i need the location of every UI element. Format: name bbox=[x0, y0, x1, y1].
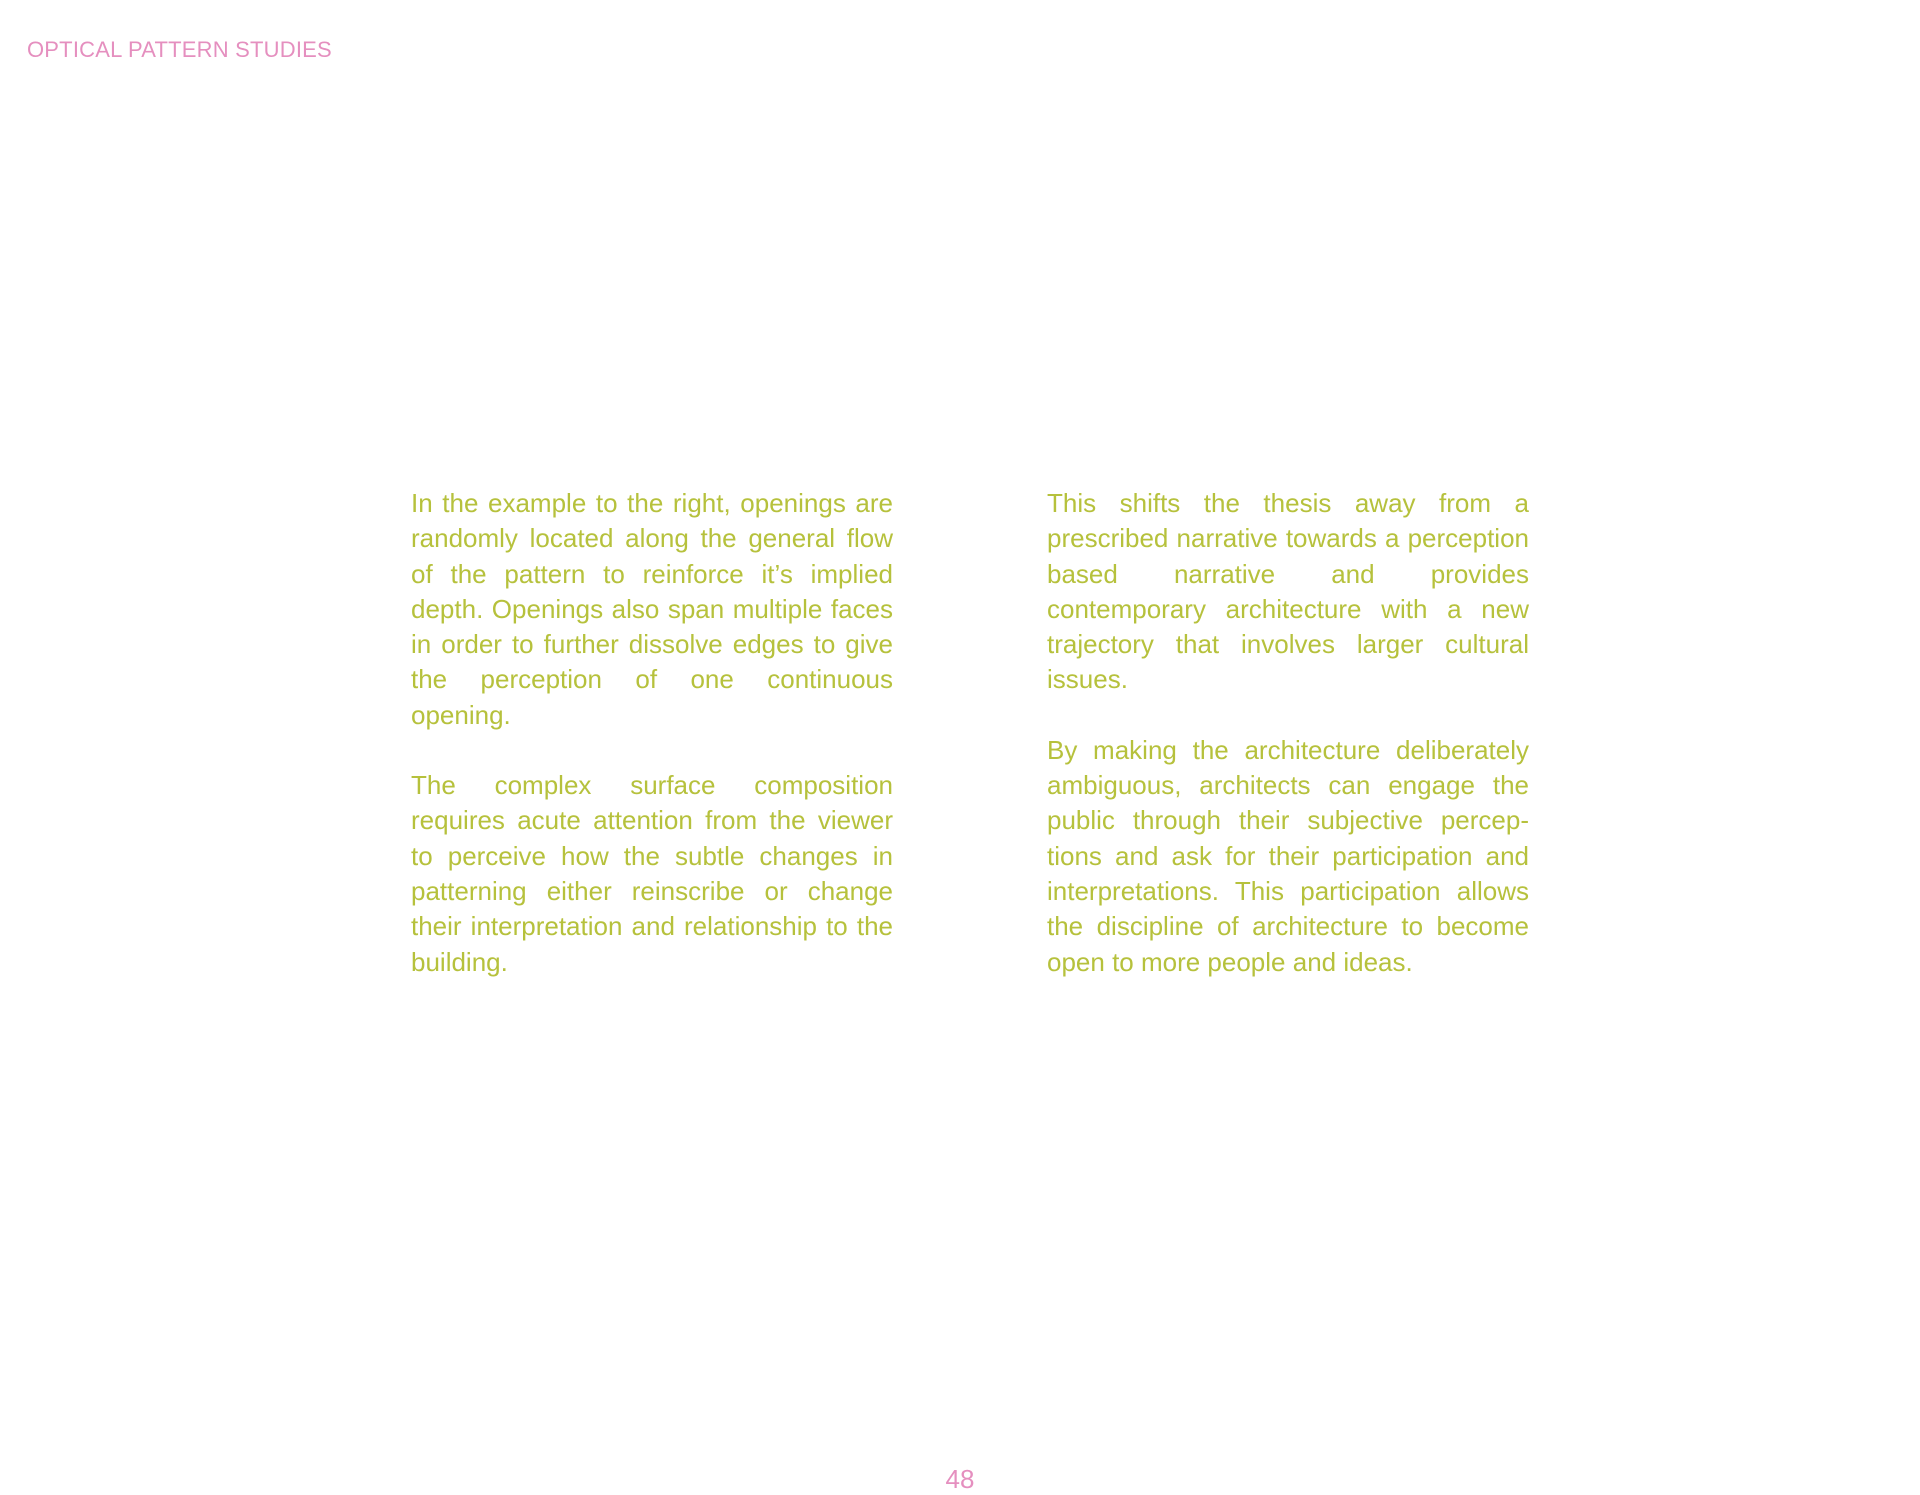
text-column-right bbox=[1047, 486, 1529, 980]
running-header-title: OPTICAL PATTERN STUDIES bbox=[27, 37, 332, 62]
text-column-left bbox=[411, 486, 893, 980]
page-number: 48 bbox=[945, 1464, 975, 1494]
paragraph-surface-composition: The complex surface composition requires acute attention from the viewer to perceive how the subtle changes in patterning either reinscribe or change their interpretation and relationship to the building. bbox=[411, 770, 893, 977]
paragraph-thesis-shift: This shifts the thesis away from a prescribed narrative towards a perception based narrative and provides contemporary architecture with a new trajectory that involves larger cultural issues. bbox=[1047, 488, 1529, 695]
paragraph-openings: In the example to the right, openings are randomly located along the general flow of the pattern to reinforce it’s implied depth. Openings also span multiple faces in order to further dissolve edges to give the perception of one continuous opening. bbox=[411, 488, 893, 730]
paragraph-ambiguity: By making the architecture deliberately ambiguous, architects can engage the public through their subjective perceptions and ask for their participation and interpretations. This participation allows the discipline of architecture to become open to more people and ideas. bbox=[1047, 734, 1529, 977]
